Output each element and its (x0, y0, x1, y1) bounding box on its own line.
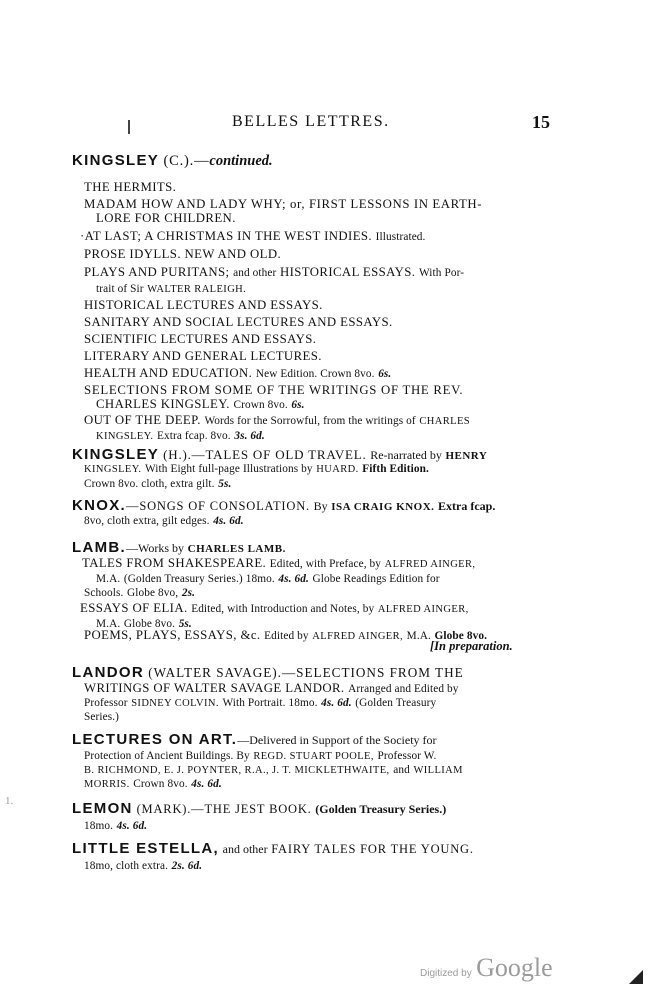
digitized-by-watermark (420, 953, 553, 983)
list-item: MORRIS. Crown 8vo. 4s. 6d. (84, 778, 222, 790)
list-item: trait of Sir WALTER RALEIGH. (96, 283, 247, 295)
entry-heading-rest: FAIRY TALES FOR THE YOUNG. (271, 842, 474, 856)
entry-heading-rest: —Delivered in Support of the Society for (237, 733, 437, 747)
entry-name: KINGSLEY (72, 152, 160, 169)
list-item: SANITARY AND SOCIAL LECTURES AND ESSAYS. (84, 315, 393, 329)
margin-rule (128, 120, 130, 134)
list-item: M.A. (Golden Treasury Series.) 18mo. 4s. 6d. Globe Readings Edition for (96, 573, 440, 585)
list-item: B. RICHMOND, E. J. POYNTER, R.A., J. T. MICKLETHWAITE, and WILLIAM (84, 764, 463, 776)
list-item: 18mo, cloth extra. 2s. 6d. (84, 860, 203, 872)
entry-name: KINGSLEY (72, 446, 160, 463)
entry-heading-lemon: LEMON (MARK).—THE JEST BOOK. (Golden Treasury Series.) (72, 800, 447, 817)
entry-heading-knox: KNOX.—SONGS OF CONSOLATION. By ISA CRAIG KNOX. Extra fcap. (72, 497, 496, 514)
running-head: BELLES LETTRES. (232, 113, 390, 130)
list-item: SELECTIONS FROM SOME OF THE WRITINGS OF THE REV. (84, 383, 464, 397)
entry-heading-rest: (MARK).—THE JEST BOOK. (132, 802, 312, 816)
entry-name: LITTLE ESTELLA, (72, 840, 219, 857)
list-item: ESSAYS OF ELIA. Edited, with Introduction and Notes, by ALFRED AINGER, (80, 601, 469, 615)
list-item: KINGSLEY. Extra fcap. 8vo. 3s. 6d. (96, 430, 265, 442)
list-item: THE HERMITS. (84, 180, 177, 194)
list-item: WRITINGS OF WALTER SAVAGE LANDOR. Arranged and Edited by (84, 681, 459, 695)
entry-heading-little-estella: LITTLE ESTELLA, and other FAIRY TALES FOR THE YOUNG. (72, 840, 474, 857)
in-preparation-note: [In preparation. (430, 639, 513, 653)
entry-heading-rest: (WALTER SAVAGE).—SELECTIONS FROM THE (143, 665, 464, 680)
digitized-by-label: Digitized by (420, 968, 472, 979)
list-item: CHARLES KINGSLEY. Crown 8vo. 6s. (96, 397, 305, 411)
entry-heading-landor (72, 664, 464, 682)
entry-heading-rest: (C.).— (159, 153, 210, 169)
entry-heading-lamb: LAMB.—Works by CHARLES LAMB. (72, 539, 286, 556)
google-logo: Google (476, 953, 553, 982)
entry-heading-lectures-on-art (72, 731, 437, 749)
list-item: LORE FOR CHILDREN. (96, 211, 236, 225)
list-item: POEMS, PLAYS, ESSAYS, &c. Edited by ALFRED AINGER, M.A. Globe 8vo. (84, 628, 488, 642)
page-number: 15 (532, 112, 550, 132)
entry-name: LEMON (72, 800, 133, 817)
entry-heading-rest: —Works by (126, 541, 185, 555)
list-item: M.A. Globe 8vo. 5s. (96, 618, 192, 630)
list-item: PLAYS AND PURITANS; and other HISTORICAL ESSAYS. With Por- (84, 265, 465, 279)
list-item: Series.) (84, 711, 119, 723)
list-item: Schools. Globe 8vo, 2s. (84, 587, 195, 599)
margin-mark: 1. (5, 795, 14, 807)
entry-heading-kingsley-c (72, 152, 273, 170)
entry-heading-rest: —SONGS OF CONSOLATION. (126, 499, 310, 513)
list-item: KINGSLEY. With Eight full-page Illustrations by HUARD. Fifth Edition. (84, 463, 429, 475)
entry-name: LECTURES ON ART. (72, 731, 238, 748)
list-item: 8vo, cloth extra, gilt edges. 4s. 6d. (84, 515, 244, 527)
list-item: PROSE IDYLLS. NEW AND OLD. (84, 247, 282, 261)
list-item: HEALTH AND EDUCATION. New Edition. Crown 8vo. 6s. (84, 366, 392, 380)
list-item: SCIENTIFIC LECTURES AND ESSAYS. (84, 332, 317, 346)
page-corner-icon (629, 970, 643, 984)
entry-heading-italic: continued. (209, 153, 273, 169)
entry-name: KNOX. (72, 497, 127, 514)
list-item: Protection of Ancient Buildings. By REGD. STUART POOLE, Professor W. (84, 750, 437, 762)
entry-name: LAMB. (72, 539, 126, 556)
list-item: HISTORICAL LECTURES AND ESSAYS. (84, 298, 323, 312)
entry-heading-kingsley-h: KINGSLEY (H.).—TALES OF OLD TRAVEL. Re-narrated by HENRY (72, 446, 488, 463)
list-item: MADAM HOW AND LADY WHY; or, FIRST LESSONS IN EARTH- (84, 197, 483, 211)
list-item: Crown 8vo. cloth, extra gilt. 5s. (84, 478, 232, 490)
list-item: TALES FROM SHAKESPEARE. Edited, with Preface, by ALFRED AINGER, (82, 556, 476, 570)
list-item: Professor SIDNEY COLVIN. With Portrait. 18mo. 4s. 6d. (Golden Treasury (84, 697, 437, 709)
entry-heading-rest: (H.).—TALES OF OLD TRAVEL. (159, 447, 367, 462)
list-item: LITERARY AND GENERAL LECTURES. (84, 349, 322, 363)
list-item: ·AT LAST; A CHRISTMAS IN THE WEST INDIES. Illustrated. (80, 229, 426, 243)
list-item: OUT OF THE DEEP. Words for the Sorrowful, from the writings of CHARLES (84, 413, 470, 427)
entry-name: LANDOR (72, 664, 144, 681)
list-item: 18mo. 4s. 6d. (84, 820, 148, 832)
